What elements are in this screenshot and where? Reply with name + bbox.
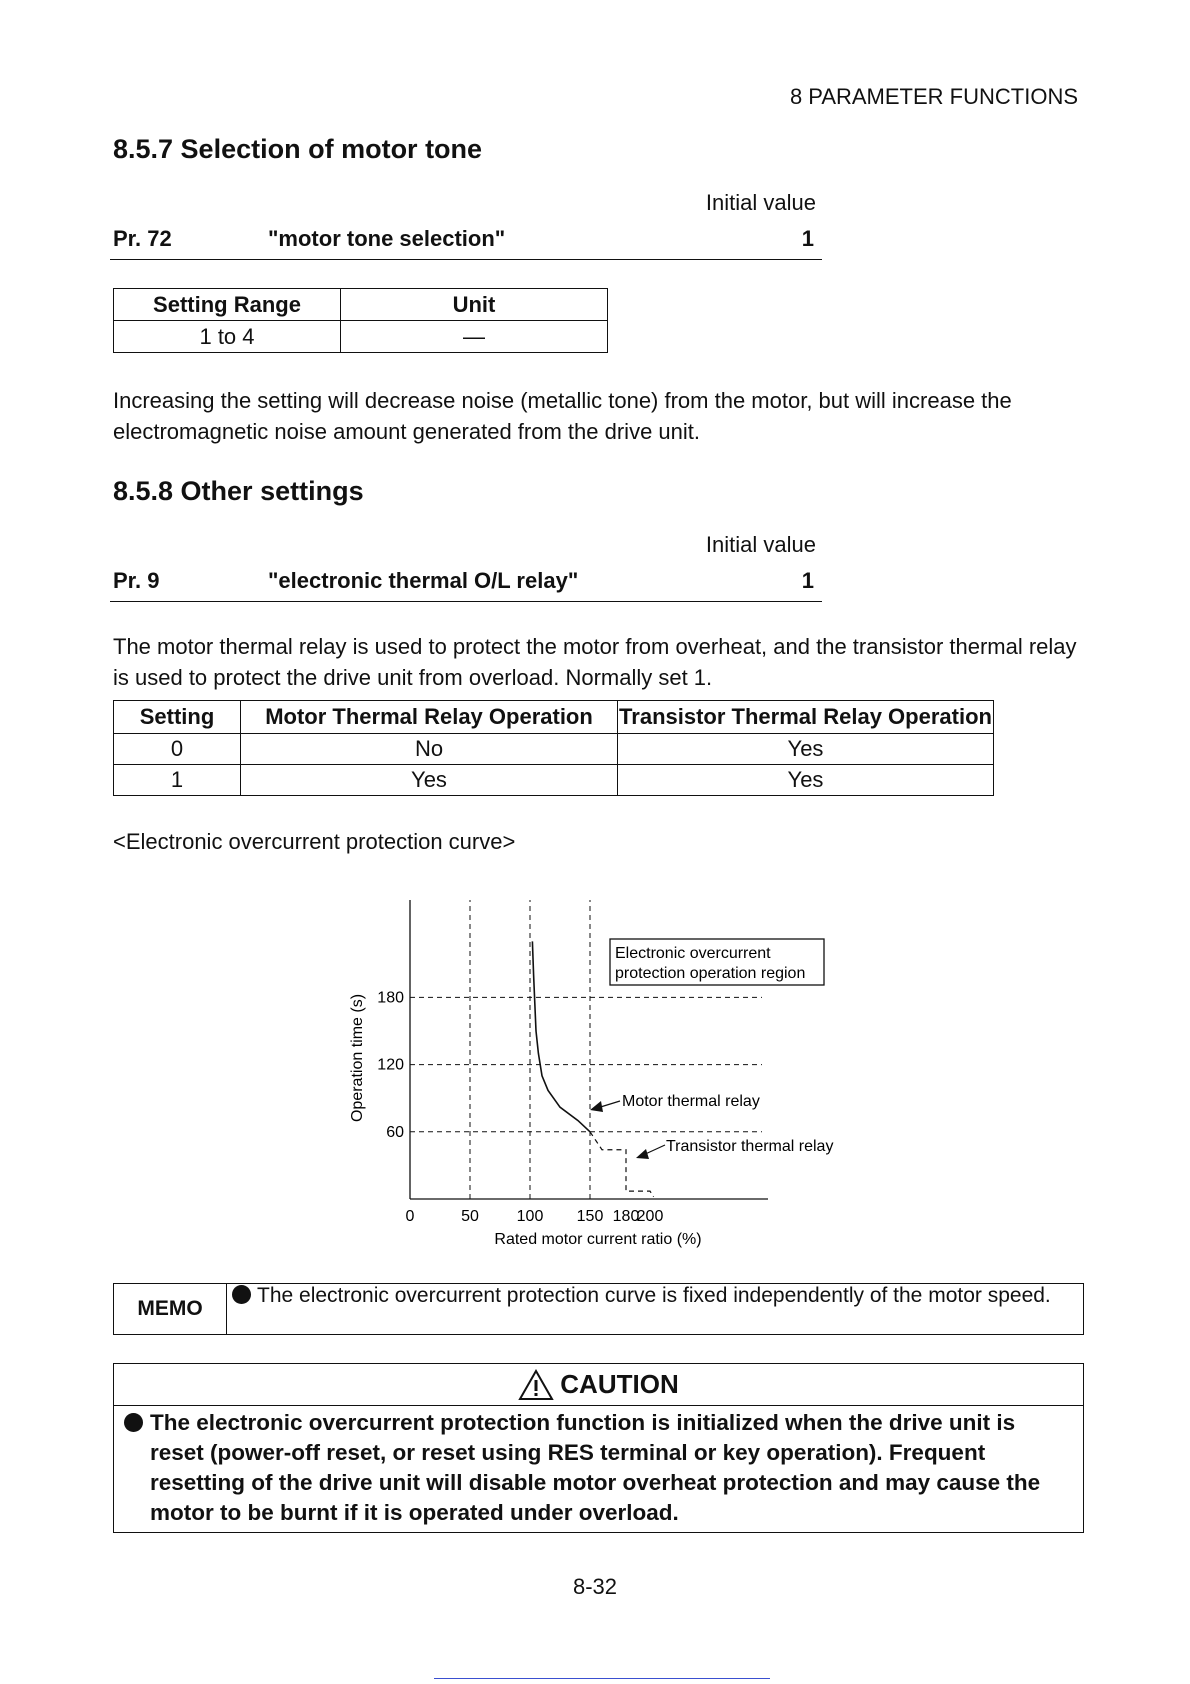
footer-link-line [434,1678,770,1679]
transistor-thermal-relay-curve [590,1132,654,1197]
series-label-transistor: Transistor thermal relay [666,1138,834,1155]
thermal-relay-description: The motor thermal relay is used to protect the motor from overheat, and the transistor thermal relay is used to protect the drive unit from overload. Normally set 1. [113,634,1077,690]
table-header: Motor Thermal Relay Operation [241,701,618,734]
param-initial-value: 1 [801,568,814,593]
x-tick-label: 50 [461,1208,479,1225]
bullet-icon [232,1285,251,1304]
warning-triangle-icon [518,1369,554,1401]
table-header: Unit [341,289,608,321]
bullet-icon [124,1413,143,1432]
caution-text: The electronic overcurrent protection function is initialized when the drive unit is reset (power-off reset, or reset using RES terminal or key operation). Frequent resetting of the drive unit will disable motor overheat protection and may cause the motor to be burnt if it is operated under overload. [150,1410,1041,1525]
y-tick-label: 60 [386,1123,404,1141]
section-title-motor-tone: 8.5.7 Selection of motor tone [113,134,483,164]
x-tick-label: 200 [636,1208,664,1225]
motor-thermal-relay-curve [532,941,590,1131]
initial-value-label: Initial value [705,532,816,557]
memo-text-wrap [232,1284,1073,1308]
motor-tone-description: Increasing the setting will decrease noise (metallic tone) from the motor, but will increase the electromagnetic noise amount generated from the drive unit. [113,388,1012,444]
table-cell: No [241,734,618,765]
region-label-line2: protection operation region [615,965,806,982]
arrow-head-icon [590,1101,603,1112]
table-cell: — [341,321,608,353]
caution-header [114,1364,1083,1406]
param-name: "electronic thermal O/L relay" [268,568,579,593]
x-tick-label: 150 [576,1208,604,1225]
table-header: Transistor Thermal Relay Operation [618,701,994,734]
param-name: "motor tone selection" [268,226,506,251]
series-label-motor: Motor thermal relay [622,1093,760,1110]
caution-title: CAUTION [560,1369,679,1399]
table-header: Setting Range [114,289,341,321]
y-tick-label: 180 [377,989,404,1007]
x-axis-label: Rated motor current ratio (%) [494,1231,702,1248]
tick-labels [377,989,663,1225]
y-axis-label: Operation time (s) [349,993,366,1123]
initial-value-label: Initial value [705,190,816,215]
caution-box [113,1363,1084,1533]
x-tick-label: 100 [516,1208,544,1225]
table-cell: Yes [241,765,618,796]
x-tick-label: 0 [405,1208,415,1225]
region-label-line1: Electronic overcurrent [615,945,771,962]
x-tick-label: 180 [612,1208,640,1225]
curve-caption: <Electronic overcurrent protection curve> [113,829,516,854]
memo-text: The electronic overcurrent protection curve is fixed independently of the motor speed. [257,1284,1051,1307]
memo-box [113,1283,1084,1335]
arrow-head-icon [636,1149,649,1159]
table-cell: 1 to 4 [114,321,341,353]
page-number: 8-32 [572,1574,618,1599]
param-number: Pr. 9 [113,568,160,593]
param-initial-value: 1 [801,226,814,251]
param-number: Pr. 72 [113,226,172,251]
chapter-header: 8 PARAMETER FUNCTIONS [789,84,1078,109]
section-title-other-settings: 8.5.8 Other settings [113,476,364,506]
table-cell: Yes [618,765,994,796]
memo-label: MEMO [114,1284,227,1334]
table-cell: 0 [114,734,241,765]
table-cell: Yes [618,734,994,765]
y-tick-label: 120 [377,1056,404,1074]
table-header: Setting [114,701,241,734]
table-cell: 1 [114,765,241,796]
